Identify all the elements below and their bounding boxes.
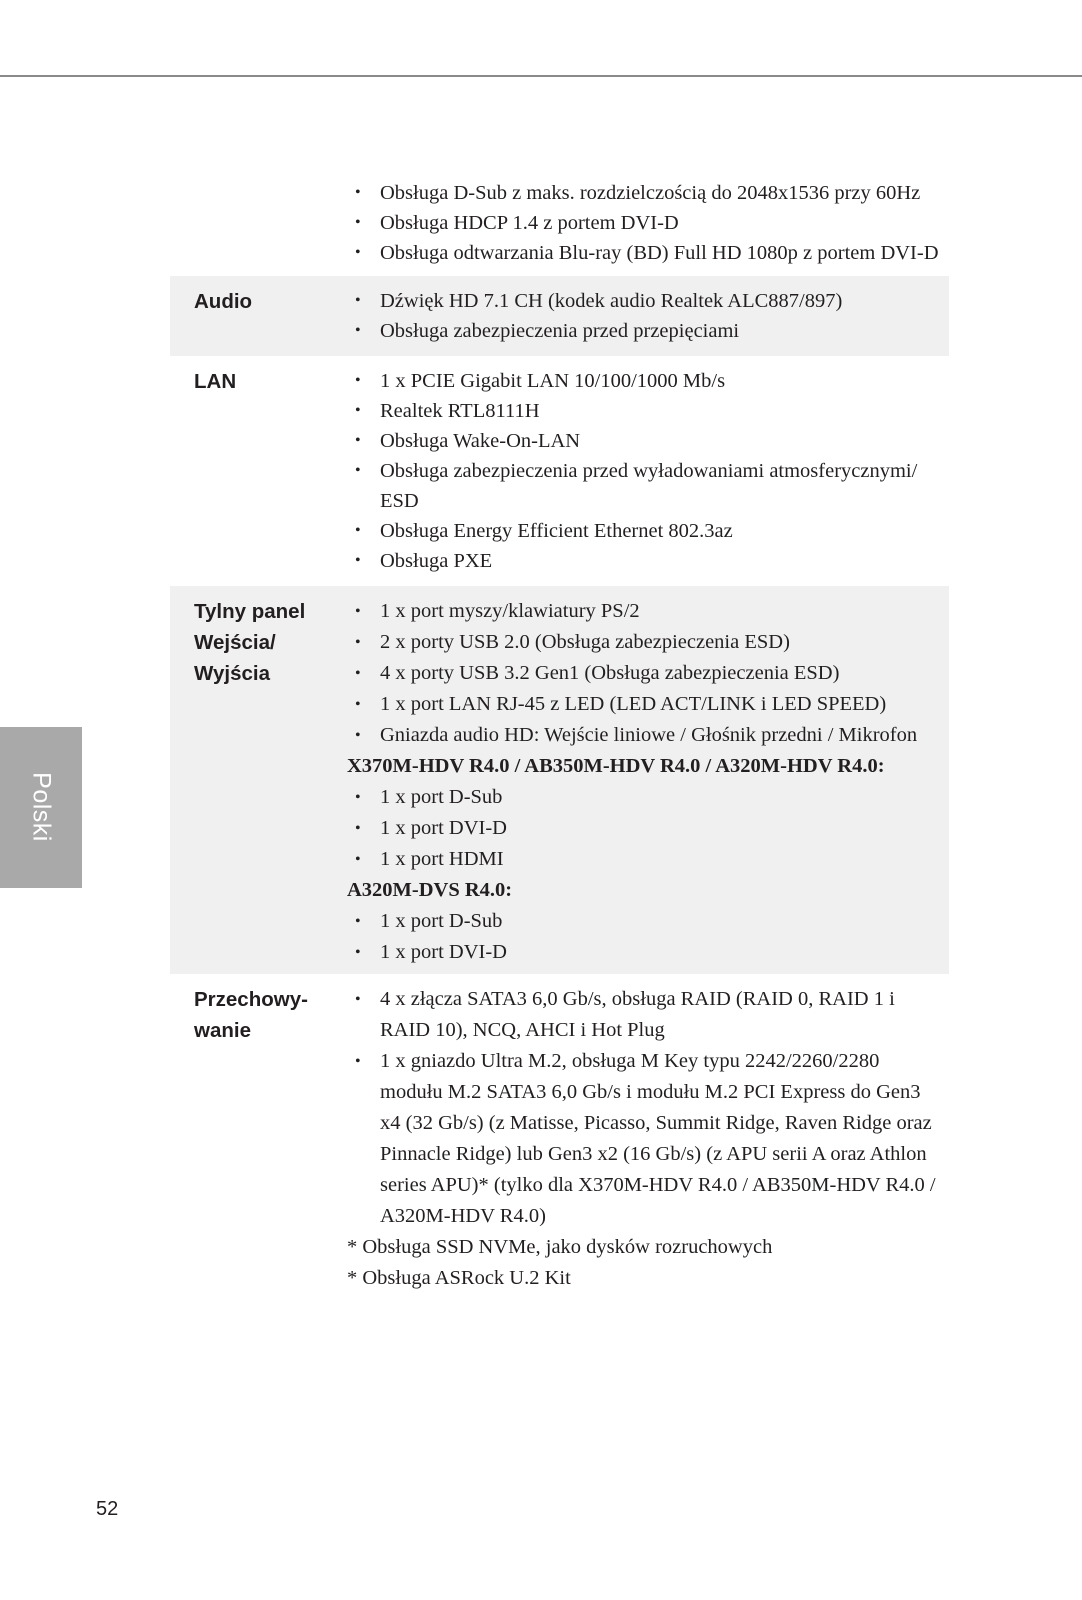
label-line: Audio xyxy=(194,290,253,313)
list-item: • 1 x port D-Sub xyxy=(347,906,939,937)
list-item: • 4 x porty USB 3.2 Gen1 (Obsługa zabezpieczenia ESD) xyxy=(347,658,939,689)
list-item: • Obsługa zabezpieczenia przed wyładowaniami atmosferycznymi/ ESD xyxy=(347,456,939,516)
footnote: * Obsługa SSD NVMe, jako dysków rozruchowych xyxy=(347,1236,773,1258)
spec-label-rear-panel xyxy=(170,596,347,968)
list-item: • Obsługa Energy Efficient Ethernet 802.3az xyxy=(347,516,939,546)
list-item: • 1 x port D-Sub xyxy=(347,782,939,813)
list-item: • Gniazda audio HD: Wejście liniowe / Głośnik przedni / Mikrofon xyxy=(347,720,939,751)
list-item: • 4 x złącza SATA3 6,0 Gb/s, obsługa RAID (RAID 0, RAID 1 i RAID 10), NCQ, AHCI i Hot Plug xyxy=(347,984,939,1046)
spec-items xyxy=(347,178,949,268)
model-group-heading: A320M-DVS R4.0: xyxy=(347,879,513,901)
spec-row-display xyxy=(170,178,949,276)
list-item: • Realtek RTL8111H xyxy=(347,396,939,426)
spec-table xyxy=(170,178,949,1304)
list-item: • 1 x port LAN RJ-45 z LED (LED ACT/LINK i LED SPEED) xyxy=(347,689,939,720)
spec-items xyxy=(347,596,949,968)
list-item: • Obsługa odtwarzania Blu-ray (BD) Full HD 1080p z portem DVI-D xyxy=(347,238,939,268)
list-item: • 1 x port DVI-D xyxy=(347,937,939,968)
list-item: • Dźwięk HD 7.1 CH (kodek audio Realtek ALC887/897) xyxy=(347,286,939,316)
spec-label-lan xyxy=(170,366,347,576)
spec-items xyxy=(347,984,949,1294)
list-item: • Obsługa D-Sub z maks. rozdzielczością do 2048x1536 przy 60Hz xyxy=(347,178,939,208)
spec-row-rear-panel xyxy=(170,586,949,974)
header-rule xyxy=(0,75,1082,77)
model-group-heading: X370M-HDV R4.0 / AB350M-HDV R4.0 / A320M-HDV R4.0: xyxy=(347,755,885,777)
spec-label-audio xyxy=(170,286,347,346)
page-number: 52 xyxy=(96,1498,119,1520)
list-item: • 1 x gniazdo Ultra M.2, obsługa M Key typu 2242/2260/2280 modułu M.2 SATA3 6,0 Gb/s i modułu M.2 PCI Express do Gen3 x4 (32 Gb/s) (z Matisse, Picasso, Summit Ridge, Raven Ridge oraz Pinnacle Ridge) lub Gen3 x2 (16 Gb/s) (z APU serii A oraz Athlon series APU)* (tylko dla X370M-HDV R4.0 / AB350M-HDV R4.0 / A320M-HDV R4.0) xyxy=(347,1046,939,1232)
label-line: Wejścia/ xyxy=(194,631,276,654)
spec-row-audio xyxy=(170,276,949,356)
label-line: Wyjścia xyxy=(194,662,270,685)
label-line: Przechowy- xyxy=(194,988,308,1011)
spec-items xyxy=(347,286,949,346)
list-item: • 1 x port DVI-D xyxy=(347,813,939,844)
spec-label-storage xyxy=(170,984,347,1294)
list-item: • 1 x port HDMI xyxy=(347,844,939,875)
spec-items xyxy=(347,366,949,576)
label-line: Tylny panel xyxy=(194,600,306,623)
language-side-tab xyxy=(0,727,82,888)
footnote: * Obsługa ASRock U.2 Kit xyxy=(347,1267,571,1289)
spec-row-storage xyxy=(170,974,949,1304)
list-item: • Obsługa HDCP 1.4 z portem DVI-D xyxy=(347,208,939,238)
label-line: wanie xyxy=(194,1019,251,1042)
list-item: • 2 x porty USB 2.0 (Obsługa zabezpieczenia ESD) xyxy=(347,627,939,658)
list-item: • Obsługa Wake-On-LAN xyxy=(347,426,939,456)
spec-row-lan xyxy=(170,356,949,586)
label-line: LAN xyxy=(194,370,237,393)
list-item: • 1 x PCIE Gigabit LAN 10/100/1000 Mb/s xyxy=(347,366,939,396)
list-item: • 1 x port myszy/klawiatury PS/2 xyxy=(347,596,939,627)
spec-label xyxy=(170,178,347,268)
language-label: Polski xyxy=(27,772,56,842)
list-item: • Obsługa PXE xyxy=(347,546,939,576)
list-item: • Obsługa zabezpieczenia przed przepięciami xyxy=(347,316,939,346)
